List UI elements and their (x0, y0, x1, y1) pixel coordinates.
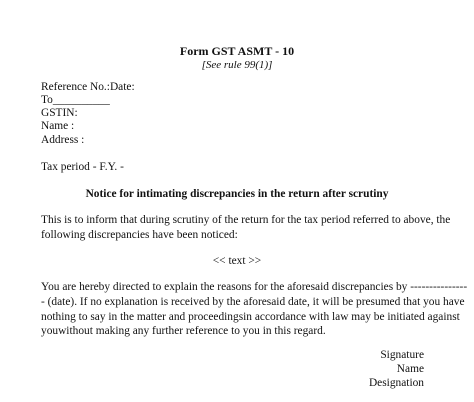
paragraph-line: This is to inform that during scrutiny of the return for the tax period referred to above, the (41, 214, 451, 226)
paragraph-discrepancies (41, 213, 451, 243)
gstin-field: GSTIN: (41, 107, 78, 119)
notice-heading: Notice for intimating discrepancies in the return after scrutiny (85, 188, 389, 200)
to-field: To__________ (41, 94, 110, 106)
address-field: Address : (41, 134, 85, 146)
paragraph-line: following discrepancies have been noticed: (41, 228, 238, 241)
name-label: Name (396, 363, 424, 375)
text-placeholder: << text >> (212, 255, 262, 267)
paragraph-line: youwithout making any further reference to you in this regard. (41, 325, 326, 338)
paragraph-directive (41, 280, 468, 339)
paragraph-line: nothing to say in the matter and proceedingsin accordance with law may be initiated against (41, 310, 460, 323)
tax-period: Tax period - F.Y. - (41, 161, 124, 173)
designation-label: Designation (368, 377, 424, 389)
paragraph-line: You are hereby directed to explain the reasons for the aforesaid discrepancies by --------------- (41, 281, 468, 293)
name-field: Name : (41, 120, 75, 132)
form-rule-reference: [See rule 99(1)] (201, 59, 273, 71)
form-title: Form GST ASMT - 10 (179, 44, 295, 58)
signature-label: Signature (380, 349, 424, 361)
reference-date-field: Reference No.:Date: (41, 81, 135, 93)
paragraph-line: - (date). If no explanation is received by the aforesaid date, it will be presumed that you have (41, 295, 465, 308)
